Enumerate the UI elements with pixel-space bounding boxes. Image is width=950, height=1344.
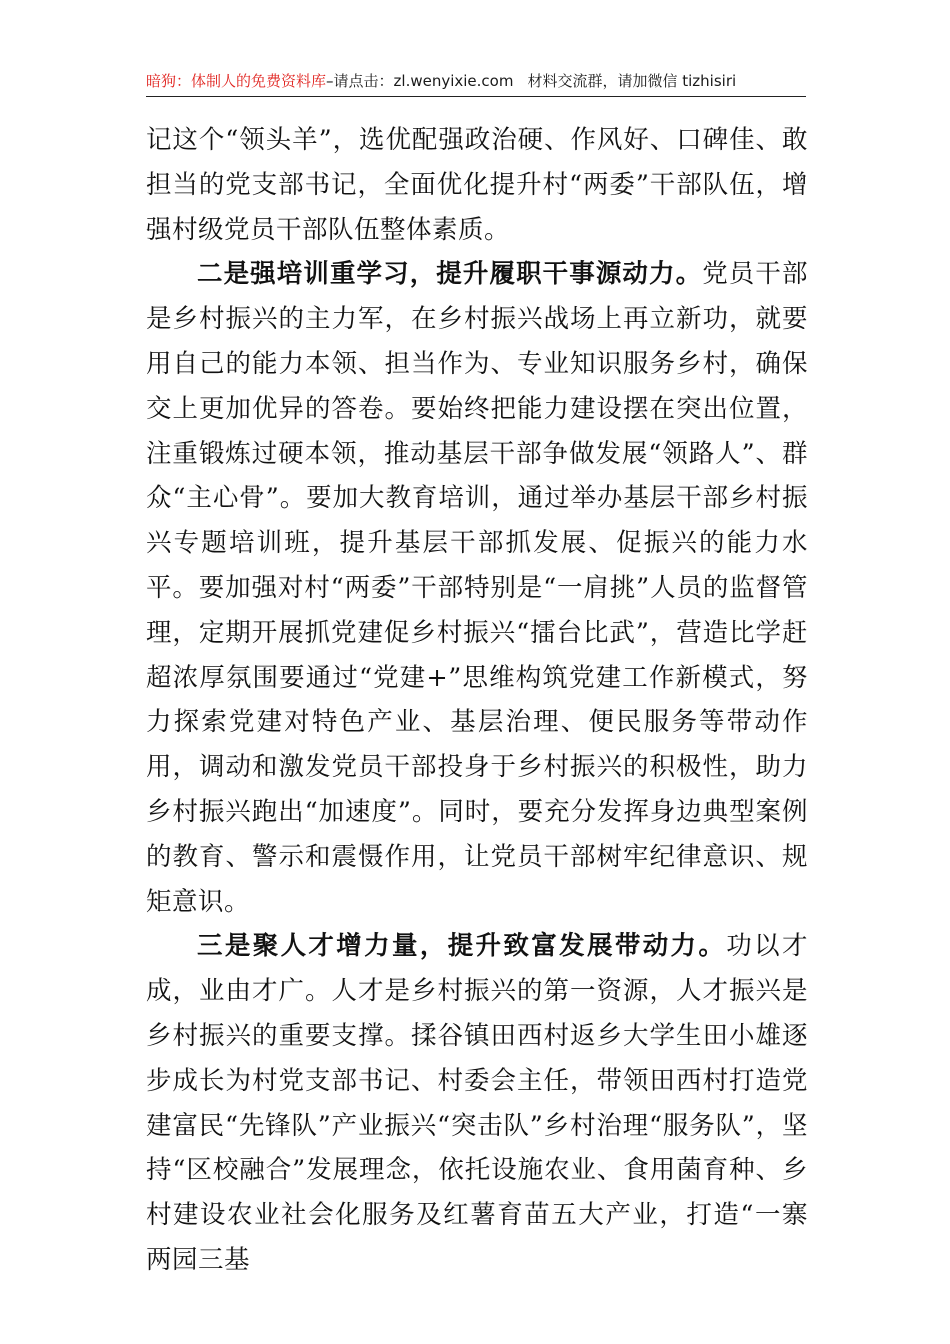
paragraph-1-text: 记这个“领头羊”，选优配强政治硬、作风好、口碑佳、敢担当的党支部书记，全面优化提升村“两委”干部队伍，增强村级党员干部队伍整体素质。 [146,125,808,245]
paragraph-2-lead: 二是强培训重学习，提升履职干事源动力。 [197,259,703,290]
document-body [146,118,808,1283]
header-click-prompt: –请点击： [326,72,394,90]
paragraph-1 [146,118,808,252]
page-header [146,70,806,97]
paragraph-3-text: 功以才成，业由才广。人才是乡村振兴的第一资源，人才振兴是乡村振兴的重要支撑。揉谷镇田西村返乡大学生田小雄逐步成长为村党支部书记、村委会主任，带领田西村打造党建富民“先锋队”产业振兴“突击队”乡村治理“服务队”，坚持“区校融合”发展理念，依托设施农业、食用菌育种、乡村建设农业社会化服务及红薯育苗五大产业，打造“一寨两园三基 [146,931,808,1275]
paragraph-2-text: 党员干部是乡村振兴的主力军，在乡村振兴战场上再立新功，就要用自己的能力本领、担当作为、专业知识服务乡村，确保交上更加优异的答卷。要始终把能力建设摆在突出位置，注重锻炼过硬本领，推动基层干部争做发展“领路人”、群众“主心骨”。要加大教育培训，通过举办基层干部乡村振兴专题培训班，提升基层干部抓发展、促振兴的能力水平。要加强对村“两委”干部特别是“一肩挑”人员的监督管理，定期开展抓党建促乡村振兴“擂台比武”，营造比学赶超浓厚氛围要通过“党建+”思维构筑党建工作新模式，努力探索党建对特色产业、基层治理、便民服务等带动作用，调动和激发党员干部投身于乡村振兴的积极性，助力乡村振兴跑出“加速度”。同时，要充分发挥身边典型案例的教育、警示和震慑作用，让党员干部树牢纪律意识、规矩意识。 [146,259,808,917]
paragraph-2 [146,252,808,924]
header-wechat-note: 材料交流群，请加微信 tizhisiri [527,72,737,90]
header-url-link[interactable]: zl.wenyixie.com [393,72,514,90]
paragraph-3 [146,924,808,1282]
header-site-name: 暗狗：体制人的免费资料库 [146,72,327,90]
paragraph-3-lead: 三是聚人才增力量，提升致富发展带动力。 [197,931,727,962]
